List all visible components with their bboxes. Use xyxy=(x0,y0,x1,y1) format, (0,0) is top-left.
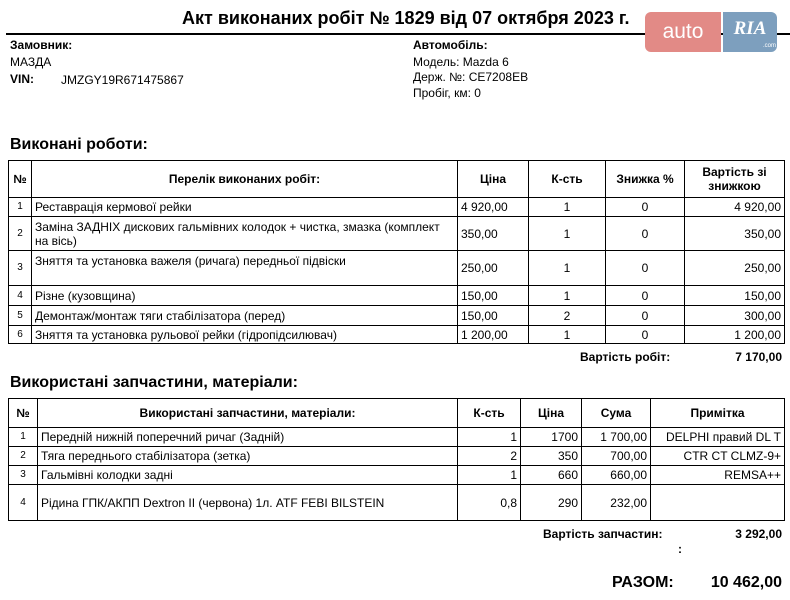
part-name: Тяга переднього стабілізатора (зетка) xyxy=(38,447,458,466)
part-note: CTR CT CLMZ-9+ xyxy=(651,447,785,466)
work-name: Зняття та установка важеля (ричага) передньої підвіски xyxy=(32,251,458,286)
works-total-value: 7 170,00 xyxy=(735,350,782,364)
row-no: 1 xyxy=(9,198,32,217)
work-name: Різне (кузовщина) xyxy=(32,286,458,306)
work-qty: 1 xyxy=(529,217,606,251)
col-header-work: Перелік виконаних робіт: xyxy=(32,161,458,198)
col-header-no: № xyxy=(9,399,38,428)
part-sum: 660,00 xyxy=(582,466,651,485)
customer-name: МАЗДА xyxy=(10,55,52,69)
part-price: 1700 xyxy=(521,428,582,447)
part-name: Передній нижній поперечний ричаг (Задній) xyxy=(38,428,458,447)
work-qty: 1 xyxy=(529,286,606,306)
table-row xyxy=(9,466,785,485)
col-header-sum: Сума xyxy=(582,399,651,428)
car-model: Модель: Mazda 6 xyxy=(413,55,509,69)
logo-sub-text: .com xyxy=(763,43,777,49)
work-name: Реставрація кермової рейки xyxy=(32,198,458,217)
work-total: 4 920,00 xyxy=(685,198,785,217)
parts-table xyxy=(8,398,785,521)
col-header-price: Ціна xyxy=(458,161,529,198)
part-qty: 0,8 xyxy=(458,485,521,521)
work-discount: 0 xyxy=(606,198,685,217)
work-qty: 1 xyxy=(529,251,606,286)
work-total: 300,00 xyxy=(685,306,785,326)
row-no: 3 xyxy=(9,251,32,286)
part-qty: 2 xyxy=(458,447,521,466)
work-total: 150,00 xyxy=(685,286,785,306)
parts-heading: Використані запчастини, матеріали: xyxy=(10,374,298,391)
part-qty: 1 xyxy=(458,466,521,485)
table-row xyxy=(9,428,785,447)
col-header-part: Використані запчастини, матеріали: xyxy=(38,399,458,428)
table-row xyxy=(9,198,785,217)
work-total: 350,00 xyxy=(685,217,785,251)
part-note: DELPHI правий DL T xyxy=(651,428,785,447)
customer-label: Замовник: xyxy=(10,38,73,52)
work-discount: 0 xyxy=(606,306,685,326)
work-name: Демонтаж/монтаж тяги стабілізатора (перед) xyxy=(32,306,458,326)
part-price: 350 xyxy=(521,447,582,466)
work-price: 150,00 xyxy=(458,286,529,306)
col-header-price: Ціна xyxy=(521,399,582,428)
part-sum: 700,00 xyxy=(582,447,651,466)
col-header-no: № xyxy=(9,161,32,198)
part-sum: 1 700,00 xyxy=(582,428,651,447)
works-header-row xyxy=(9,161,785,198)
row-no: 3 xyxy=(9,466,38,485)
work-total: 1 200,00 xyxy=(685,326,785,344)
col-header-total: Вартість зі знижкою xyxy=(685,161,785,198)
grand-total-label: РАЗОМ: xyxy=(612,574,674,591)
work-qty: 1 xyxy=(529,326,606,344)
col-header-qty: К-сть xyxy=(458,399,521,428)
vin-value: JMZGY19R671475867 xyxy=(61,73,184,87)
table-row xyxy=(9,485,785,521)
part-price: 660 xyxy=(521,466,582,485)
logo-ria-text: RIA xyxy=(723,12,777,52)
row-no: 2 xyxy=(9,217,32,251)
work-qty: 2 xyxy=(529,306,606,326)
work-price: 4 920,00 xyxy=(458,198,529,217)
work-total: 250,00 xyxy=(685,251,785,286)
table-row xyxy=(9,447,785,466)
work-name: Заміна ЗАДНІХ дискових гальмівних колодок + чистка, змазка (комплект на вісь) xyxy=(32,217,458,251)
vin-label: VIN: xyxy=(10,72,34,86)
works-table xyxy=(8,160,785,344)
row-no: 4 xyxy=(9,286,32,306)
work-discount: 0 xyxy=(606,251,685,286)
car-mileage: Пробіг, км: 0 xyxy=(413,86,481,100)
work-discount: 0 xyxy=(606,326,685,344)
table-row xyxy=(9,286,785,306)
parts-total-label-colon: : xyxy=(678,542,682,556)
document-title: Акт виконаних робіт № 1829 від 07 октября 2023 г. xyxy=(182,8,630,28)
parts-header-row xyxy=(9,399,785,428)
works-total-label: Вартість робіт: xyxy=(580,350,671,364)
work-price: 1 200,00 xyxy=(458,326,529,344)
part-name: Рідина ГПК/АКПП Dextron II (червона) 1л. ATF FEBI BILSTEIN xyxy=(38,485,458,521)
parts-total-value: 3 292,00 xyxy=(735,527,782,541)
table-row xyxy=(9,217,785,251)
works-heading: Виконані роботи: xyxy=(10,136,148,153)
work-discount: 0 xyxy=(606,286,685,306)
grand-total-value: 10 462,00 xyxy=(710,574,782,591)
work-name: Зняття та установка рульової рейки (гідропідсилювач) xyxy=(32,326,458,344)
part-name: Гальмівні колодки задні xyxy=(38,466,458,485)
part-price: 290 xyxy=(521,485,582,521)
col-header-note: Примітка xyxy=(651,399,785,428)
row-no: 1 xyxy=(9,428,38,447)
work-price: 350,00 xyxy=(458,217,529,251)
col-header-qty: К-сть xyxy=(529,161,606,198)
col-header-discount: Знижка % xyxy=(606,161,685,198)
row-no: 2 xyxy=(9,447,38,466)
car-plate: Держ. №: СЕ7208ЕВ xyxy=(413,70,529,84)
work-price: 250,00 xyxy=(458,251,529,286)
part-note xyxy=(651,485,785,521)
work-qty: 1 xyxy=(529,198,606,217)
car-label: Автомобіль: xyxy=(413,38,488,52)
parts-total-label: Вартість запчастин: xyxy=(543,527,663,541)
work-price: 150,00 xyxy=(458,306,529,326)
row-no: 4 xyxy=(9,485,38,521)
row-no: 6 xyxy=(9,326,32,344)
table-row xyxy=(9,251,785,286)
row-no: 5 xyxy=(9,306,32,326)
table-row xyxy=(9,306,785,326)
part-note: REMSA++ xyxy=(651,466,785,485)
logo-auto-text: auto xyxy=(645,12,721,52)
work-discount: 0 xyxy=(606,217,685,251)
part-sum: 232,00 xyxy=(582,485,651,521)
table-row xyxy=(9,326,785,344)
autoria-logo xyxy=(645,12,780,54)
part-qty: 1 xyxy=(458,428,521,447)
